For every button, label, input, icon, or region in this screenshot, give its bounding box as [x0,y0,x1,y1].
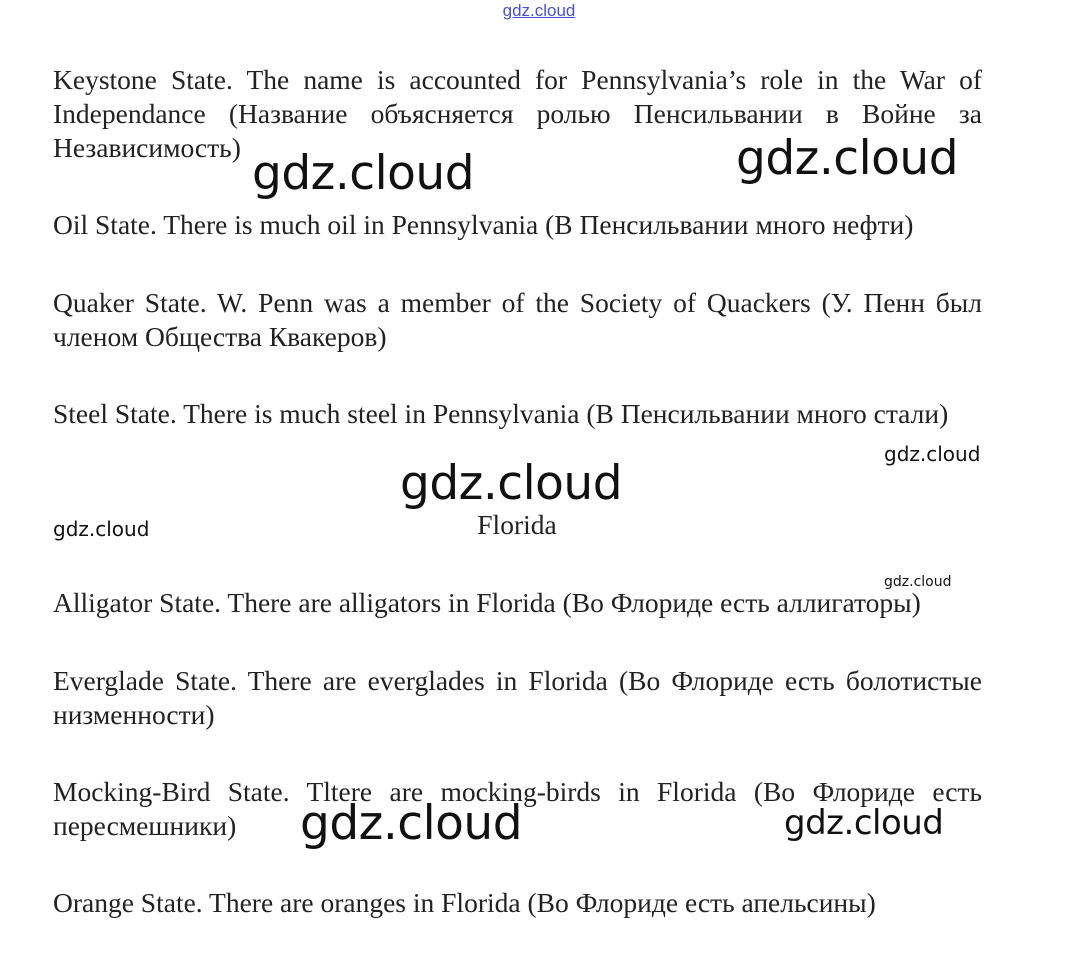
watermark-large: gdz.cloud [252,146,475,201]
paragraph-mocking-bird-state: Mocking-Bird State. Tltere are mocking-birds in Florida (Во Флориде есть пересмешники) [53,776,982,841]
paragraph-alligator-state: Alligator State. There are alligators in Florida (Во Флориде есть аллигаторы) [53,587,921,618]
paragraph-steel-state: Steel State. There is much steel in Pennsylvania (В Пенсильвании много стали) [53,398,949,429]
section-heading-florida: Florida [477,509,557,540]
watermark-small: gdz.cloud [884,442,981,466]
paragraph-everglade-state: Everglade State. There are everglades in Florida (Во Флориде есть болотистые низменности) [53,665,982,730]
watermark-large: gdz.cloud [400,456,623,511]
paragraph-oil-state: Oil State. There is much oil in Pennsylvania (В Пенсильвании много нефти) [53,209,914,240]
watermark-large: gdz.cloud [300,796,523,851]
watermark-medium-large: gdz.cloud [784,803,944,843]
watermark-tiny: gdz.cloud [884,574,952,590]
watermark-small: gdz.cloud [53,517,150,541]
watermark-large: gdz.cloud [736,131,959,186]
paragraph-orange-state: Orange State. There are oranges in Florida (Во Флориде есть апельсины) [53,887,876,918]
paragraph-quaker-state: Quaker State. W. Penn was a member of the Society of Quackers (У. Пенн был членом Общества Квакеров) [53,287,982,352]
watermark-link-top[interactable]: gdz.cloud [502,1,576,20]
paragraph-keystone-state: Keystone State. The name is accounted for Pennsylvania’s role in the War of Independance (Название объясняется ролью Пенсильвании в Войне за Независимость) [53,64,982,163]
